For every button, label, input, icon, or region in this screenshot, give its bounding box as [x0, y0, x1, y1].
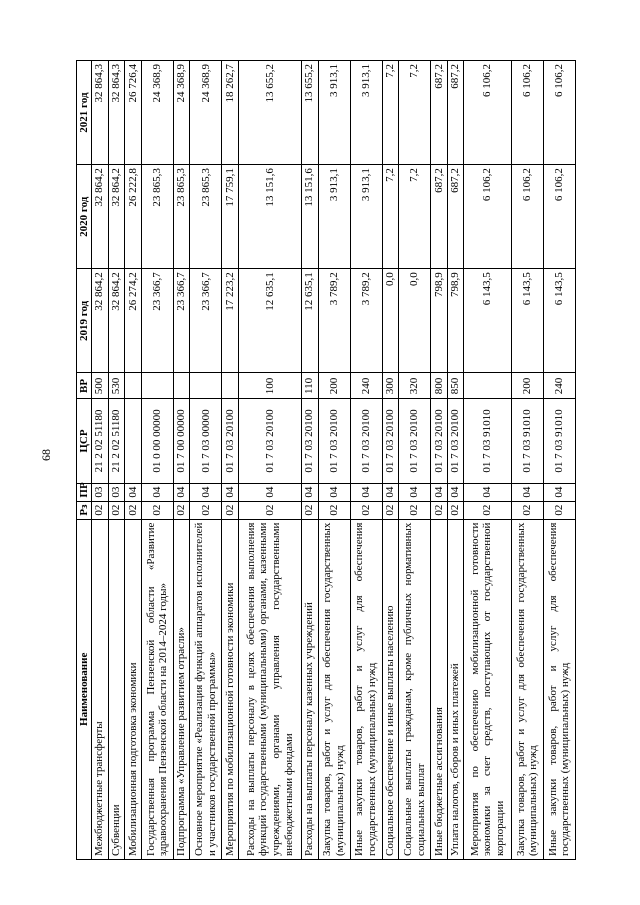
row-csr: [125, 399, 142, 483]
table-row: [222, 61, 239, 860]
row-vr: 110: [301, 373, 318, 399]
row-pr: 04: [125, 483, 142, 501]
row-rz: 02: [125, 501, 142, 519]
row-name: Мероприятия по мобилизационной готовности экономики: [222, 519, 239, 859]
row-2020: 3 913,1: [350, 165, 382, 269]
row-2021: 3 913,1: [318, 61, 350, 165]
row-name: Социальное обеспечение и иные выплаты населению: [382, 519, 399, 859]
row-2021: 24 368,9: [190, 61, 222, 165]
row-name: Иные закупки товаров, работ и услуг для обеспечения государственных (муниципальных) нужд: [350, 519, 382, 859]
row-name: Подпрограмма «Управление развитием отрасли»: [173, 519, 190, 859]
row-name: Субвенции: [108, 519, 125, 859]
row-name: Иные бюджетные ассигнования: [431, 519, 448, 859]
row-rz: 02: [399, 501, 431, 519]
row-2020: 6 106,2: [511, 165, 543, 269]
rotated-content: [76, 60, 576, 860]
row-name: Расходы на выплаты персоналу казенных учреждений: [301, 519, 318, 859]
table-row: [301, 61, 318, 860]
row-pr: 04: [399, 483, 431, 501]
row-2019: 17 223,2: [222, 269, 239, 373]
row-vr: [141, 373, 173, 399]
row-2020: 6 106,2: [464, 165, 511, 269]
row-vr: 800: [431, 373, 448, 399]
row-name: Мероприятия по обеспечению мобилизационной готовности экономики за счет средств, поступающих от государственной корпорации: [464, 519, 511, 859]
row-rz: 02: [108, 501, 125, 519]
table-row: [141, 61, 173, 860]
table-row: [108, 61, 125, 860]
row-name: Государственная программа Пензенской области «Развитие здравоохранения Пензенской области на 2014–2024 годы»: [141, 519, 173, 859]
row-rz: 02: [511, 501, 543, 519]
row-vr: [173, 373, 190, 399]
row-2020: 13 151,6: [239, 165, 302, 269]
row-2019: 3 789,2: [350, 269, 382, 373]
row-csr: 01 7 03 20100: [350, 399, 382, 483]
header-2019: 2019 год: [77, 269, 92, 373]
row-2021: 3 913,1: [350, 61, 382, 165]
row-csr: 01 7 03 20100: [222, 399, 239, 483]
row-2019: 23 366,7: [173, 269, 190, 373]
row-vr: 200: [318, 373, 350, 399]
header-2021: 2021 год: [77, 61, 92, 165]
row-2021: 32 864,3: [108, 61, 125, 165]
row-2019: 23 366,7: [141, 269, 173, 373]
row-2019: 12 635,1: [239, 269, 302, 373]
row-pr: 04: [543, 483, 575, 501]
row-2020: 23 865,3: [141, 165, 173, 269]
row-2021: 7,2: [382, 61, 399, 165]
row-rz: 02: [239, 501, 302, 519]
row-2021: 18 262,7: [222, 61, 239, 165]
row-pr: 03: [92, 483, 109, 501]
row-pr: 04: [464, 483, 511, 501]
row-rz: 02: [464, 501, 511, 519]
row-2020: 23 865,3: [190, 165, 222, 269]
row-2019: 23 366,7: [190, 269, 222, 373]
table-row: [350, 61, 382, 860]
row-rz: 02: [382, 501, 399, 519]
row-vr: 100: [239, 373, 302, 399]
row-name: Закупка товаров, работ и услуг для обеспечения государственных (муниципальных) нужд: [511, 519, 543, 859]
row-csr: 01 7 03 20100: [239, 399, 302, 483]
table-row: [318, 61, 350, 860]
table-row: [464, 61, 511, 860]
row-pr: 04: [222, 483, 239, 501]
row-csr: 01 7 03 20100: [447, 399, 464, 483]
row-2019: 6 143,5: [464, 269, 511, 373]
row-2021: 13 655,2: [239, 61, 302, 165]
row-name: Уплата налогов, сборов и иных платежей: [447, 519, 464, 859]
row-csr: 01 7 03 91010: [511, 399, 543, 483]
header-pr: ПР: [77, 483, 92, 501]
header-name: Наименование: [77, 519, 92, 859]
table-row: [431, 61, 448, 860]
row-2021: 24 368,9: [141, 61, 173, 165]
row-csr: 01 7 03 20100: [318, 399, 350, 483]
row-2019: 798,9: [447, 269, 464, 373]
row-2020: 26 222,8: [125, 165, 142, 269]
row-2019: 798,9: [431, 269, 448, 373]
row-csr: 01 7 03 91010: [464, 399, 511, 483]
row-pr: 04: [350, 483, 382, 501]
row-pr: 04: [447, 483, 464, 501]
row-2021: 26 726,4: [125, 61, 142, 165]
row-pr: 04: [511, 483, 543, 501]
row-2019: 26 274,2: [125, 269, 142, 373]
row-name: Расходы на выплаты персоналу в целях обеспечения выполнения функций государственными (муниципальными) органами, казенными учреждениями, органами управления государственными внебюджетными фондами: [239, 519, 302, 859]
row-name: Основное мероприятие «Реализация функций аппаратов исполнителей и участников государственной программы»: [190, 519, 222, 859]
row-name: Социальные выплаты гражданам, кроме публичных нормативных социальных выплат: [399, 519, 431, 859]
row-name: Межбюджетные трансферты: [92, 519, 109, 859]
row-2021: 13 655,2: [301, 61, 318, 165]
table-row: [399, 61, 431, 860]
row-2020: 7,2: [399, 165, 431, 269]
row-rz: 02: [431, 501, 448, 519]
row-2020: 3 913,1: [318, 165, 350, 269]
row-2021: 32 864,3: [92, 61, 109, 165]
row-rz: 02: [301, 501, 318, 519]
table-row: [173, 61, 190, 860]
row-name: Мобилизационная подготовка экономики: [125, 519, 142, 859]
row-vr: 500: [92, 373, 109, 399]
row-pr: 04: [141, 483, 173, 501]
row-pr: 04: [239, 483, 302, 501]
row-rz: 02: [190, 501, 222, 519]
row-csr: 01 7 03 20100: [431, 399, 448, 483]
row-vr: 240: [350, 373, 382, 399]
row-vr: [222, 373, 239, 399]
row-2020: 687,2: [431, 165, 448, 269]
row-csr: 01 7 03 20100: [399, 399, 431, 483]
row-2021: 7,2: [399, 61, 431, 165]
row-2019: 0,0: [382, 269, 399, 373]
row-2021: 6 106,2: [543, 61, 575, 165]
row-2021: 687,2: [447, 61, 464, 165]
row-vr: 850: [447, 373, 464, 399]
row-2019: 12 635,1: [301, 269, 318, 373]
row-csr: 01 7 00 00000: [173, 399, 190, 483]
header-2020: 2020 год: [77, 165, 92, 269]
row-csr: 01 7 03 20100: [301, 399, 318, 483]
table-row: [447, 61, 464, 860]
page-number: 68: [39, 449, 53, 461]
row-rz: 02: [141, 501, 173, 519]
row-2020: 13 151,6: [301, 165, 318, 269]
row-rz: 02: [92, 501, 109, 519]
row-vr: 240: [543, 373, 575, 399]
table-row: [125, 61, 142, 860]
table-body: [92, 61, 576, 860]
row-pr: 04: [173, 483, 190, 501]
row-name: Закупка товаров, работ и услуг для обеспечения государственных (муниципальных) нужд: [318, 519, 350, 859]
header-vr: ВР: [77, 373, 92, 399]
row-pr: 03: [108, 483, 125, 501]
row-rz: 02: [173, 501, 190, 519]
row-pr: 04: [382, 483, 399, 501]
row-2020: 32 864,2: [92, 165, 109, 269]
table-row: [543, 61, 575, 860]
row-2021: 6 106,2: [464, 61, 511, 165]
table-row: [382, 61, 399, 860]
row-2020: 6 106,2: [543, 165, 575, 269]
row-pr: 04: [318, 483, 350, 501]
row-csr: 21 2 02 51180: [92, 399, 109, 483]
budget-table: [76, 60, 576, 860]
row-2020: 23 865,3: [173, 165, 190, 269]
row-vr: 300: [382, 373, 399, 399]
row-csr: 21 2 02 51180: [108, 399, 125, 483]
row-csr: 01 0 00 00000: [141, 399, 173, 483]
row-csr: 01 7 03 91010: [543, 399, 575, 483]
row-2020: 17 759,1: [222, 165, 239, 269]
row-name: Иные закупки товаров, работ и услуг для обеспечения государственных (муниципальных) нужд: [543, 519, 575, 859]
row-vr: [190, 373, 222, 399]
row-2021: 24 368,9: [173, 61, 190, 165]
table-row: [511, 61, 543, 860]
row-2019: 32 864,2: [92, 269, 109, 373]
table-row: [190, 61, 222, 860]
table-row: [239, 61, 302, 860]
row-vr: 320: [399, 373, 431, 399]
row-2020: 32 864,2: [108, 165, 125, 269]
header-row: [77, 61, 92, 860]
row-rz: 02: [543, 501, 575, 519]
table-row: [92, 61, 109, 860]
row-csr: 01 7 03 20100: [382, 399, 399, 483]
row-2021: 687,2: [431, 61, 448, 165]
row-vr: 530: [108, 373, 125, 399]
row-2019: 0,0: [399, 269, 431, 373]
row-rz: 02: [222, 501, 239, 519]
row-pr: 04: [190, 483, 222, 501]
row-vr: [464, 373, 511, 399]
row-rz: 02: [318, 501, 350, 519]
row-2019: 32 864,2: [108, 269, 125, 373]
row-vr: [125, 373, 142, 399]
row-pr: 04: [431, 483, 448, 501]
row-2021: 6 106,2: [511, 61, 543, 165]
row-vr: 200: [511, 373, 543, 399]
row-2020: 687,2: [447, 165, 464, 269]
row-2020: 7,2: [382, 165, 399, 269]
row-csr: 01 7 03 00000: [190, 399, 222, 483]
row-2019: 6 143,5: [511, 269, 543, 373]
row-2019: 3 789,2: [318, 269, 350, 373]
row-rz: 02: [447, 501, 464, 519]
row-2019: 6 143,5: [543, 269, 575, 373]
row-rz: 02: [350, 501, 382, 519]
header-rz: Рз: [77, 501, 92, 519]
header-csr: ЦСР: [77, 399, 92, 483]
row-pr: 04: [301, 483, 318, 501]
